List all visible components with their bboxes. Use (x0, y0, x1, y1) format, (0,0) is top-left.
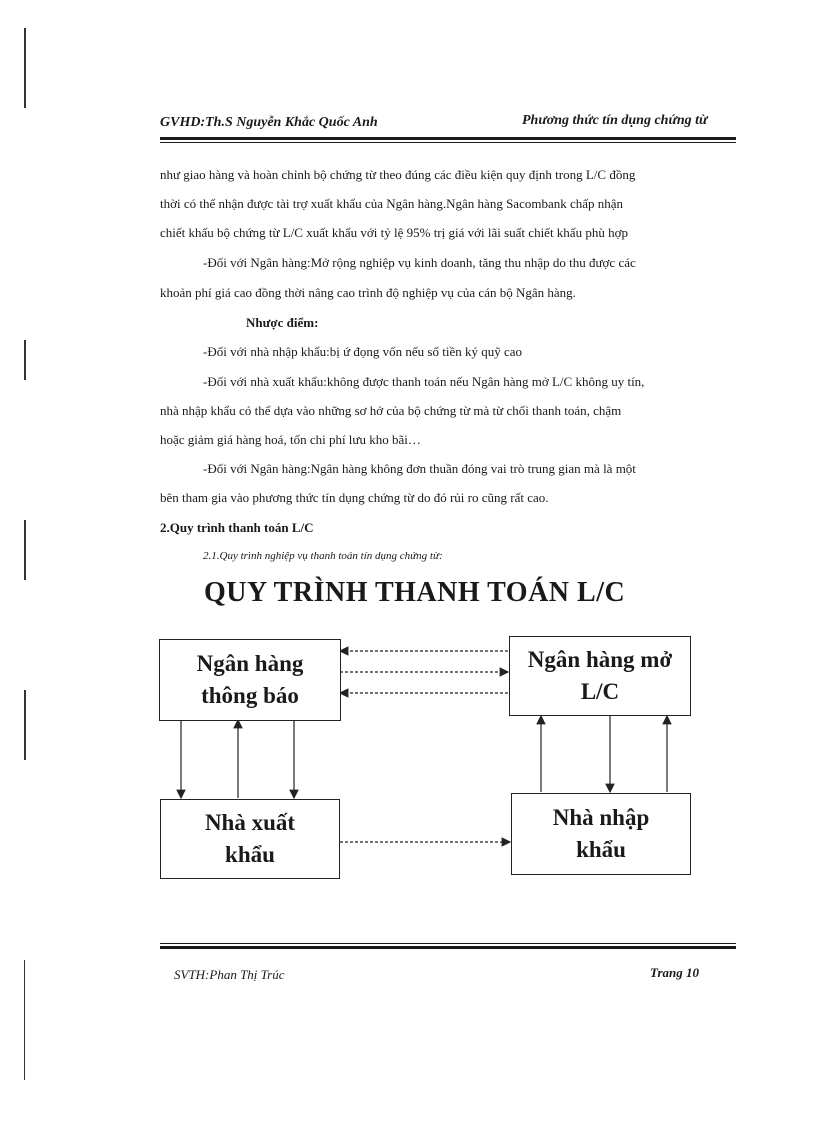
paragraph-line: chiết khấu bộ chứng từ L/C xuất khẩu với tỷ lệ 95% trị giá với lãi suất chiết khấu phù hợp (160, 225, 628, 240)
paragraph-line: nhà nhập khẩu có thể dựa vào những sơ hở của bộ chứng từ mà từ chối thanh toán, chậm (160, 403, 622, 418)
issuing-bank-box (509, 636, 691, 716)
exporter-box (160, 799, 340, 879)
box-label: thông báo (201, 683, 299, 708)
box-label: Nhà xuất (204, 810, 296, 835)
box-label: L/C (580, 679, 620, 704)
box-label: Ngân hàng mở (527, 647, 673, 672)
box-label: Nhà nhập (552, 805, 650, 830)
paragraph-line: thời có thể nhận được tài trợ xuất khẩu của Ngân hàng.Ngân hàng Sacombank chấp nhận (160, 196, 624, 211)
paragraph-line: -Đối với Ngân hàng:Mở rộng nghiệp vụ kinh doanh, tăng thu nhập do thu được các (203, 255, 636, 270)
footer-rule (160, 946, 736, 949)
paragraph-line: khoản phí giá cao đồng thời nâng cao trình độ nghiệp vụ của cán bộ Ngân hàng. (160, 285, 576, 300)
box-label: khẩu (225, 842, 275, 867)
footer-rule-thin (160, 943, 736, 944)
header-right: Phương thức tín dụng chứng từ (522, 113, 708, 128)
diagram-title: QUY TRÌNH THANH TOÁN L/C (204, 577, 626, 608)
importer-box (511, 793, 691, 875)
paragraph-line: hoặc giảm giá hàng hoá, tốn chi phí lưu kho bãi… (160, 432, 421, 447)
section-heading: 2.Quy trình thanh toán L/C (160, 520, 314, 535)
paragraph-line: -Đối với nhà xuất khẩu:không được thanh toán nếu Ngân hàng mở L/C không uy tín, (203, 374, 645, 389)
box-label: khẩu (576, 837, 626, 862)
paragraph-line: -Đối với nhà nhập khẩu:bị ứ đọng vốn nếu số tiền ký quỹ cao (203, 344, 523, 359)
paragraph-line: bên tham gia vào phương thức tín dụng chứng từ do đó rủi ro cũng rất cao. (160, 490, 549, 505)
footer-left: SVTH:Phan Thị Trúc (174, 967, 285, 982)
box-label: Ngân hàng (196, 651, 304, 676)
advising-bank-box (159, 639, 341, 721)
footer-right: Trang 10 (650, 965, 699, 980)
paragraph-line: -Đối với Ngân hàng:Ngân hàng không đơn thuần đóng vai trò trung gian mà là một (203, 461, 636, 476)
header-left: GVHD:Th.S Nguyễn Khắc Quốc Anh (160, 115, 378, 130)
subsection-heading: 2.1.Quy trình nghiệp vụ thanh toán tín dụng chứng từ: (203, 550, 443, 562)
paragraph-line: như giao hàng và hoàn chỉnh bộ chứng từ theo đúng các điều kiện quy định trong L/C đồng (160, 167, 636, 182)
disadvantages-heading: Nhược điểm: (246, 315, 319, 330)
